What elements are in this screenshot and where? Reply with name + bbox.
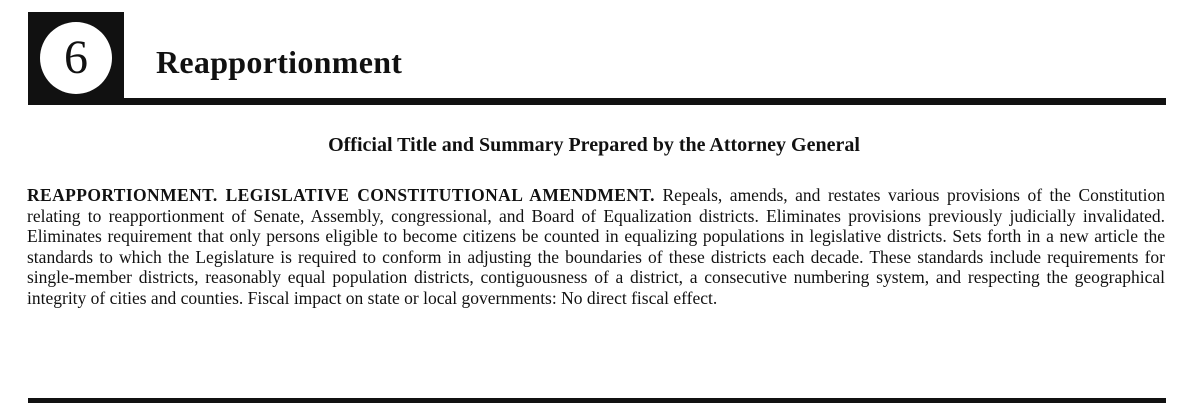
summary-paragraph [27,185,1165,308]
summary-body-text: Repeals, amends, and restates various provisions of the Constitution relating to reapportionment of Senate, Assembly, congressional, and Board of Equalization districts. Eliminates provisions previously judicially invalidated. Eliminates requirement that only persons eligible to become citizens be counted in equalizing populations in legislative districts. Sets forth in a new article the standards to which the Legislature is required to conform in adjusting the boundaries of these districts each decade. These standards include requirements for single-member districts, reasonably equal population districts, contiguousness of a district, a consecutive numbering system, and respecting the geographical integrity of cities and counties. Fiscal impact on state or local governments: No direct fiscal effect. [27,185,1165,308]
proposition-title: Reapportionment [156,44,403,80]
proposition-number-box [28,12,124,104]
header-divider [28,98,1166,105]
summary-lead: REAPPORTIONMENT. LEGISLATIVE CONSTITUTIONAL AMENDMENT. [27,185,655,205]
proposition-number: 6 [40,22,112,94]
summary-heading: Official Title and Summary Prepared by the Attorney General [328,134,860,156]
footer-divider [28,398,1166,403]
